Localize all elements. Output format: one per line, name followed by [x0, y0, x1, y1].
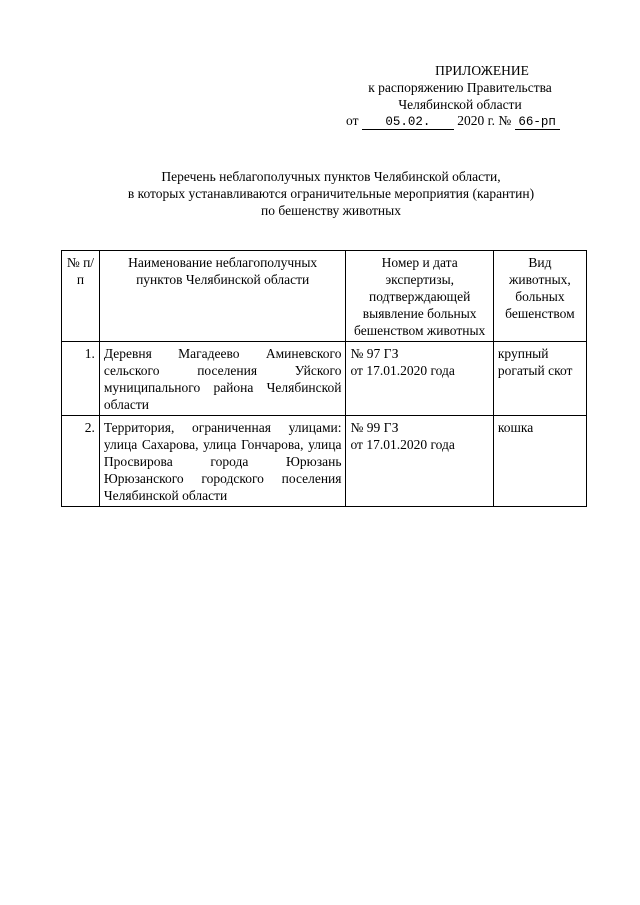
number-value: 66-рп: [515, 115, 560, 130]
row-name: Деревня Магадеево Аминевского сельского поселения Уйского муниципального района Челябинской области: [99, 342, 346, 416]
row-expertise: [346, 342, 493, 416]
header-name: Наименование неблагополучных пунктов Челябинской области: [99, 251, 346, 342]
appendix-line-1: к распоряжению Правительства: [368, 80, 552, 95]
row-expertise: [346, 416, 493, 507]
heading-line-3: по бешенству животных: [261, 203, 401, 218]
row-animals: крупный рогатый скот: [493, 342, 586, 416]
date-value: 05.02.: [362, 115, 454, 130]
outbreak-table: [61, 250, 587, 507]
heading-line-2: в которых устанавливаются ограничительные мероприятия (карантин): [127, 186, 535, 201]
table-row: [62, 342, 587, 416]
heading-line-1: Перечень неблагополучных пунктов Челябинской области,: [161, 169, 501, 184]
appendix-dateline: [346, 113, 560, 130]
appendix-block: [330, 62, 590, 113]
expertise-date: от 17.01.2020 года: [350, 437, 455, 452]
expertise-date: от 17.01.2020 года: [350, 363, 455, 378]
table-header-row: [62, 251, 587, 342]
header-animals: Вид животных, больных бешенством: [493, 251, 586, 342]
document-heading: [80, 168, 582, 219]
expertise-number: № 99 ГЗ: [350, 420, 399, 435]
header-expertise: Номер и дата экспертизы, подтверждающей выявление больных бешенством животных: [346, 251, 493, 342]
header-num: № п/п: [62, 251, 100, 342]
appendix-title: ПРИЛОЖЕНИЕ: [435, 63, 529, 78]
row-num: 1.: [62, 342, 100, 416]
date-prefix: от: [346, 113, 359, 128]
year-text: 2020 г. №: [457, 113, 512, 128]
row-animals: кошка: [493, 416, 586, 507]
appendix-line-2: Челябинской области: [398, 97, 522, 112]
expertise-number: № 97 ГЗ: [350, 346, 399, 361]
table-row: [62, 416, 587, 507]
row-name: Территория, ограниченная улицами: улица Сахарова, улица Гончарова, улица Просвирова города Юрюзань Юрюзанского городского поселения Челябинской области: [99, 416, 346, 507]
row-num: 2.: [62, 416, 100, 507]
